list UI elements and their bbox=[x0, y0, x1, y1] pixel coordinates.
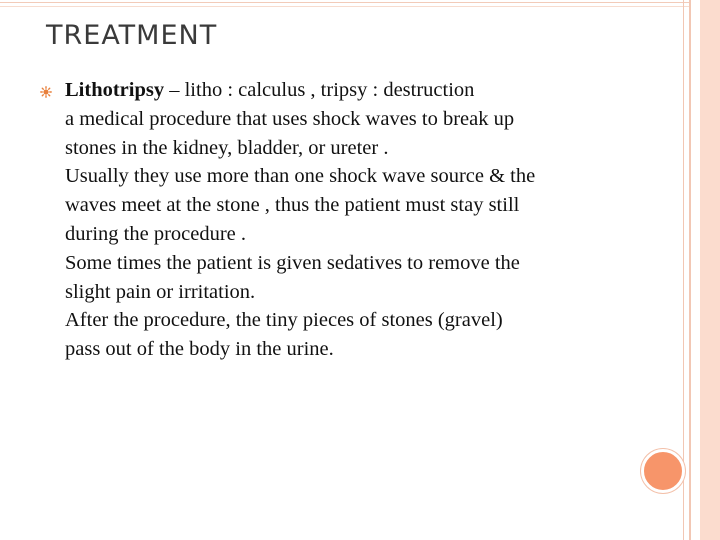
top-border-line-inner bbox=[0, 6, 690, 7]
body-line: Some times the patient is given sedatives to remove the bbox=[65, 251, 520, 274]
body-line: stones in the kidney, bladder, or ureter . bbox=[65, 136, 389, 159]
decorative-circle bbox=[641, 449, 685, 493]
right-border-line bbox=[683, 0, 684, 540]
term-lithotripsy: Lithotripsy bbox=[65, 79, 165, 101]
right-decorative-bar bbox=[700, 0, 720, 540]
body-line: After the procedure, the tiny pieces of stones (gravel) bbox=[65, 309, 503, 332]
body-line: a medical procedure that uses shock waves to break up bbox=[65, 107, 515, 130]
body-line: waves meet at the stone , thus the patient must stay still bbox=[65, 194, 520, 217]
slide-body bbox=[40, 76, 640, 364]
sun-bullet-icon bbox=[40, 86, 52, 98]
body-line: during the procedure . bbox=[65, 222, 247, 245]
slide-title: TREATMENT bbox=[46, 20, 218, 51]
body-line: pass out of the body in the urine. bbox=[65, 338, 334, 361]
bullet-item bbox=[40, 76, 640, 364]
body-line: slight pain or irritation. bbox=[65, 280, 256, 303]
term-definition: – litho : calculus , tripsy : destruction bbox=[164, 79, 475, 101]
right-border-line-double bbox=[689, 0, 691, 540]
bullet-heading-line bbox=[65, 76, 640, 105]
top-border-line bbox=[0, 2, 690, 3]
body-line: Usually they use more than one shock wave source & the bbox=[65, 165, 536, 188]
